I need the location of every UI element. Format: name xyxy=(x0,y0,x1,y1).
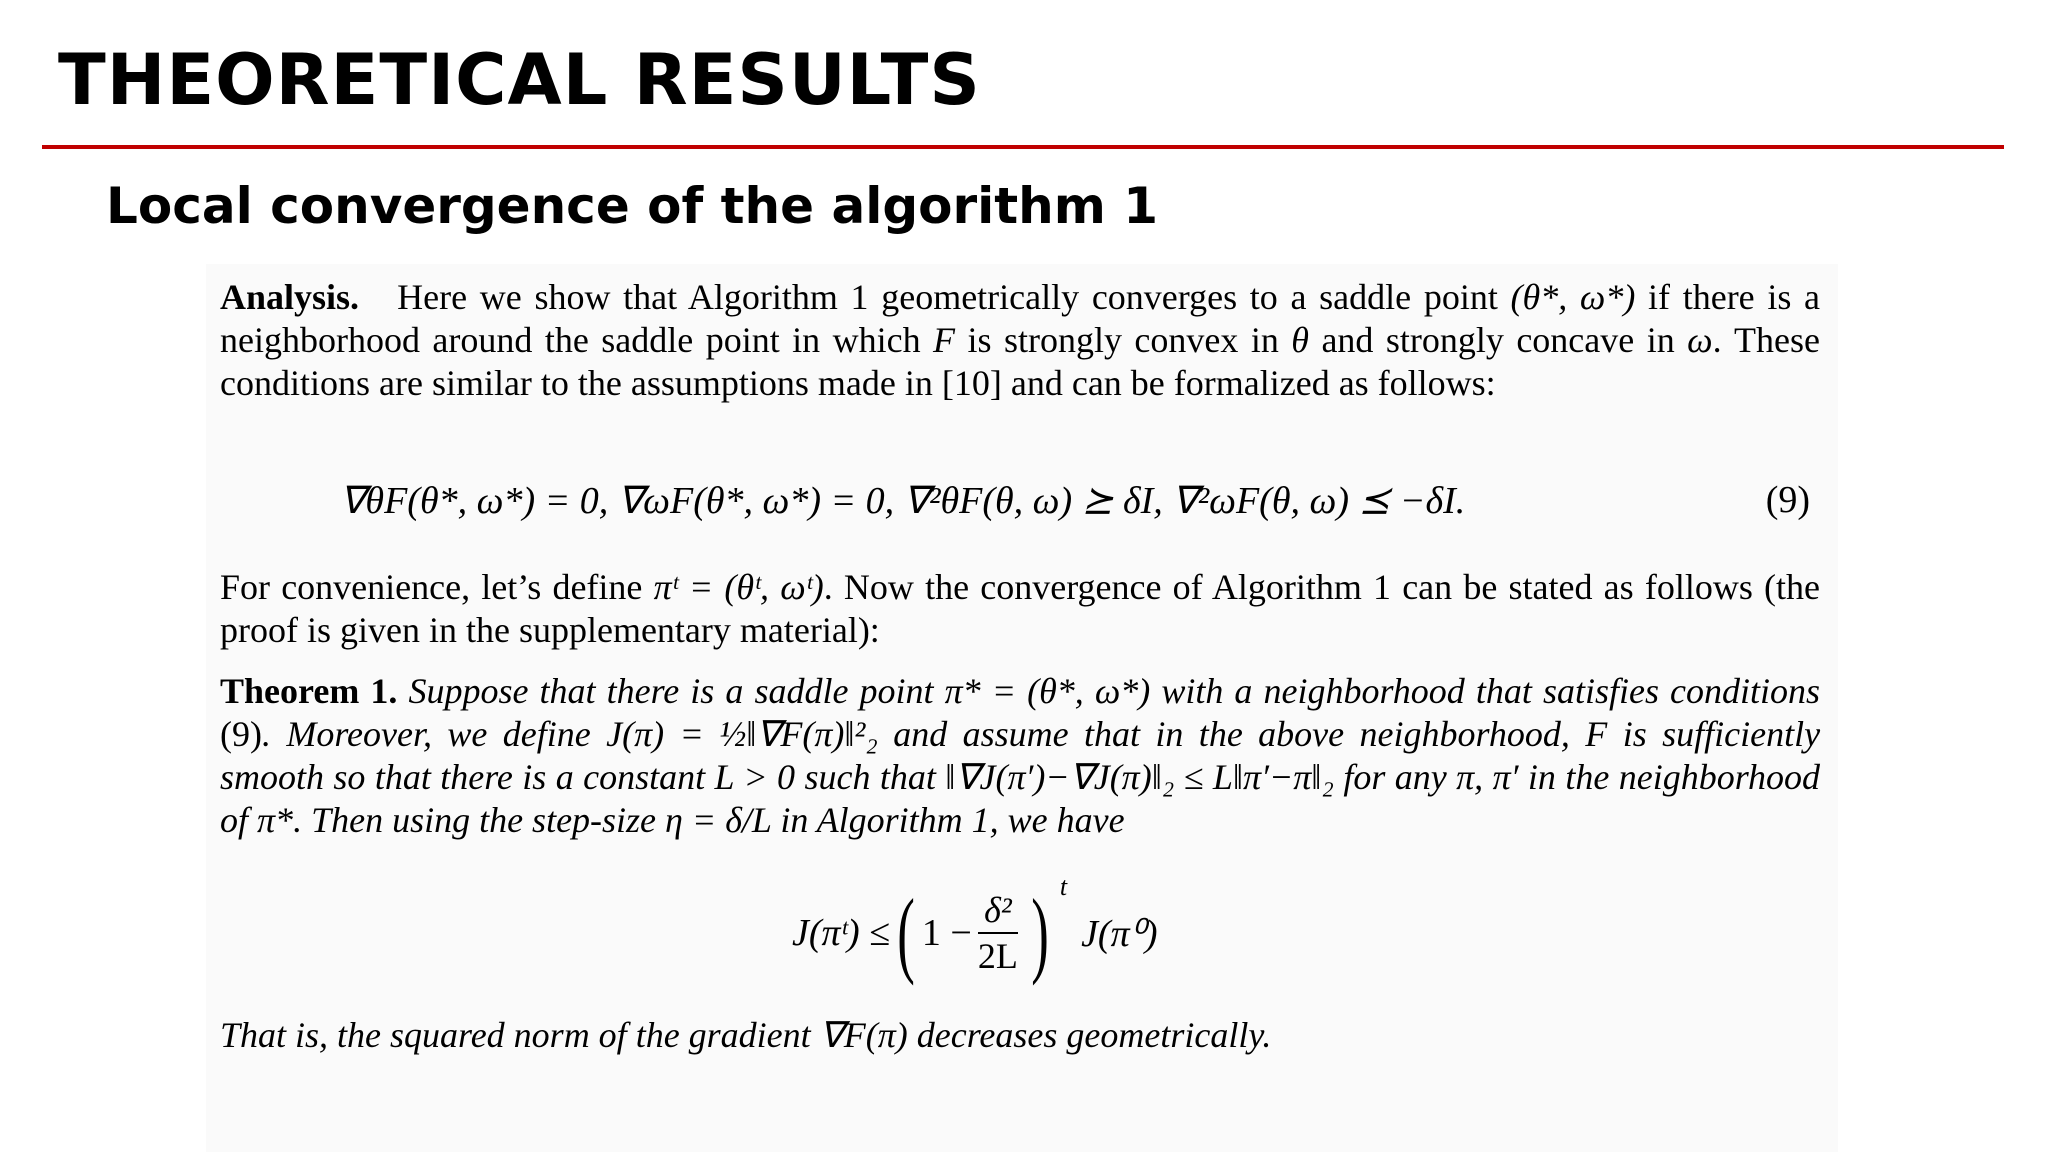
theorem-text: in the neighborhood of xyxy=(220,757,1821,840)
convenience-text: For convenience, let’s define xyxy=(220,567,643,607)
math-pi-pair: π, π′ xyxy=(1456,757,1519,797)
analysis-text: . These conditions are similar to the assumptions made in [10] and can be formalized as follows: xyxy=(220,320,1820,403)
convenience-paragraph xyxy=(220,566,1820,652)
equation-one-minus: 1 − xyxy=(921,912,972,954)
math-gradient: ∇F(π) xyxy=(819,1015,908,1055)
analysis-text: and strongly concave in xyxy=(1321,320,1675,360)
fraction-denominator: 2L xyxy=(977,936,1018,976)
analysis-text: Here we show that Algorithm 1 geometrically converges to a saddle point xyxy=(397,277,1498,317)
analysis-text: if there is a neighborhood around the saddle point in which xyxy=(220,277,1821,360)
theorem-text: and assume that in the above neighborhood, xyxy=(893,714,1570,754)
conclusion-paragraph xyxy=(220,1014,1820,1057)
theorem-text: Suppose that there is a saddle point xyxy=(408,671,934,711)
equation-fraction xyxy=(978,888,1018,978)
fraction-numerator: δ² xyxy=(978,888,1018,934)
theorem-paragraph xyxy=(220,670,1820,842)
conclusion-text: decreases geometrically. xyxy=(916,1015,1272,1055)
math-J-definition: J(π) = ½‖∇F(π)‖²₂ xyxy=(606,714,878,754)
math-lipschitz: ‖∇J(π′)−∇J(π)‖₂ ≤ L‖π′−π‖₂ xyxy=(945,757,1334,797)
equation-9-number: (9) xyxy=(1765,479,1810,521)
math-step-size: η = δ/L xyxy=(665,800,772,840)
math-pi-star-saddle: π* = (θ*, ω*) xyxy=(944,671,1151,711)
equation-9 xyxy=(340,478,1810,528)
theorem-text: for any xyxy=(1343,757,1447,797)
theorem-text: . Moreover, we define xyxy=(261,714,591,754)
math-pi-star: π* xyxy=(257,800,294,840)
slide-title: THEORETICAL RESULTS xyxy=(58,39,981,121)
math-pi-t-definition: πᵗ = (θᵗ, ωᵗ) xyxy=(653,567,824,607)
math-F: F xyxy=(1585,714,1608,754)
analysis-paragraph xyxy=(220,276,1820,405)
right-paren: ) xyxy=(1031,879,1049,986)
theorem-heading: Theorem 1. xyxy=(220,671,398,711)
math-F: F xyxy=(933,320,956,360)
analysis-heading: Analysis. xyxy=(220,277,360,317)
theorem-text: such that xyxy=(804,757,936,797)
analysis-text: is strongly convex in xyxy=(967,320,1279,360)
convenience-text: . Now the convergence of Algorithm 1 can be stated as follows (the proof is given in the supplementary material): xyxy=(220,567,1820,650)
equation-reference: (9) xyxy=(220,714,262,754)
math-saddle-point: (θ*, ω*) xyxy=(1510,277,1636,317)
equation-rhs: J(π⁰) xyxy=(1081,912,1158,955)
convergence-equation xyxy=(792,872,1158,988)
math-omega: ω xyxy=(1687,320,1713,360)
equation-lhs: J(πᵗ) ≤ xyxy=(792,912,890,954)
theorem-text: . Then using the step-size xyxy=(293,800,657,840)
theorem-text: in Algorithm 1, we have xyxy=(780,800,1125,840)
theorem-text: is sufficiently smooth so that there is a constant xyxy=(220,714,1821,797)
math-L-positive: L > 0 xyxy=(714,757,796,797)
math-theta: θ xyxy=(1291,320,1309,360)
equation-9-expression: ∇θF(θ*, ω*) = 0, ∇ωF(θ*, ω*) = 0, ∇²θF(θ, ω) ⪰ δI, ∇²ωF(θ, ω) ⪯ −δI. xyxy=(340,480,1466,522)
title-divider xyxy=(42,145,2004,149)
theorem-text: with a neighborhood that satisfies conditions xyxy=(1161,671,1821,711)
equation-exponent: t xyxy=(1059,872,1068,901)
slide-subtitle: Local convergence of the algorithm 1 xyxy=(106,177,1159,235)
conclusion-text: That is, the squared norm of the gradient xyxy=(220,1015,811,1055)
left-paren: ( xyxy=(897,879,915,986)
